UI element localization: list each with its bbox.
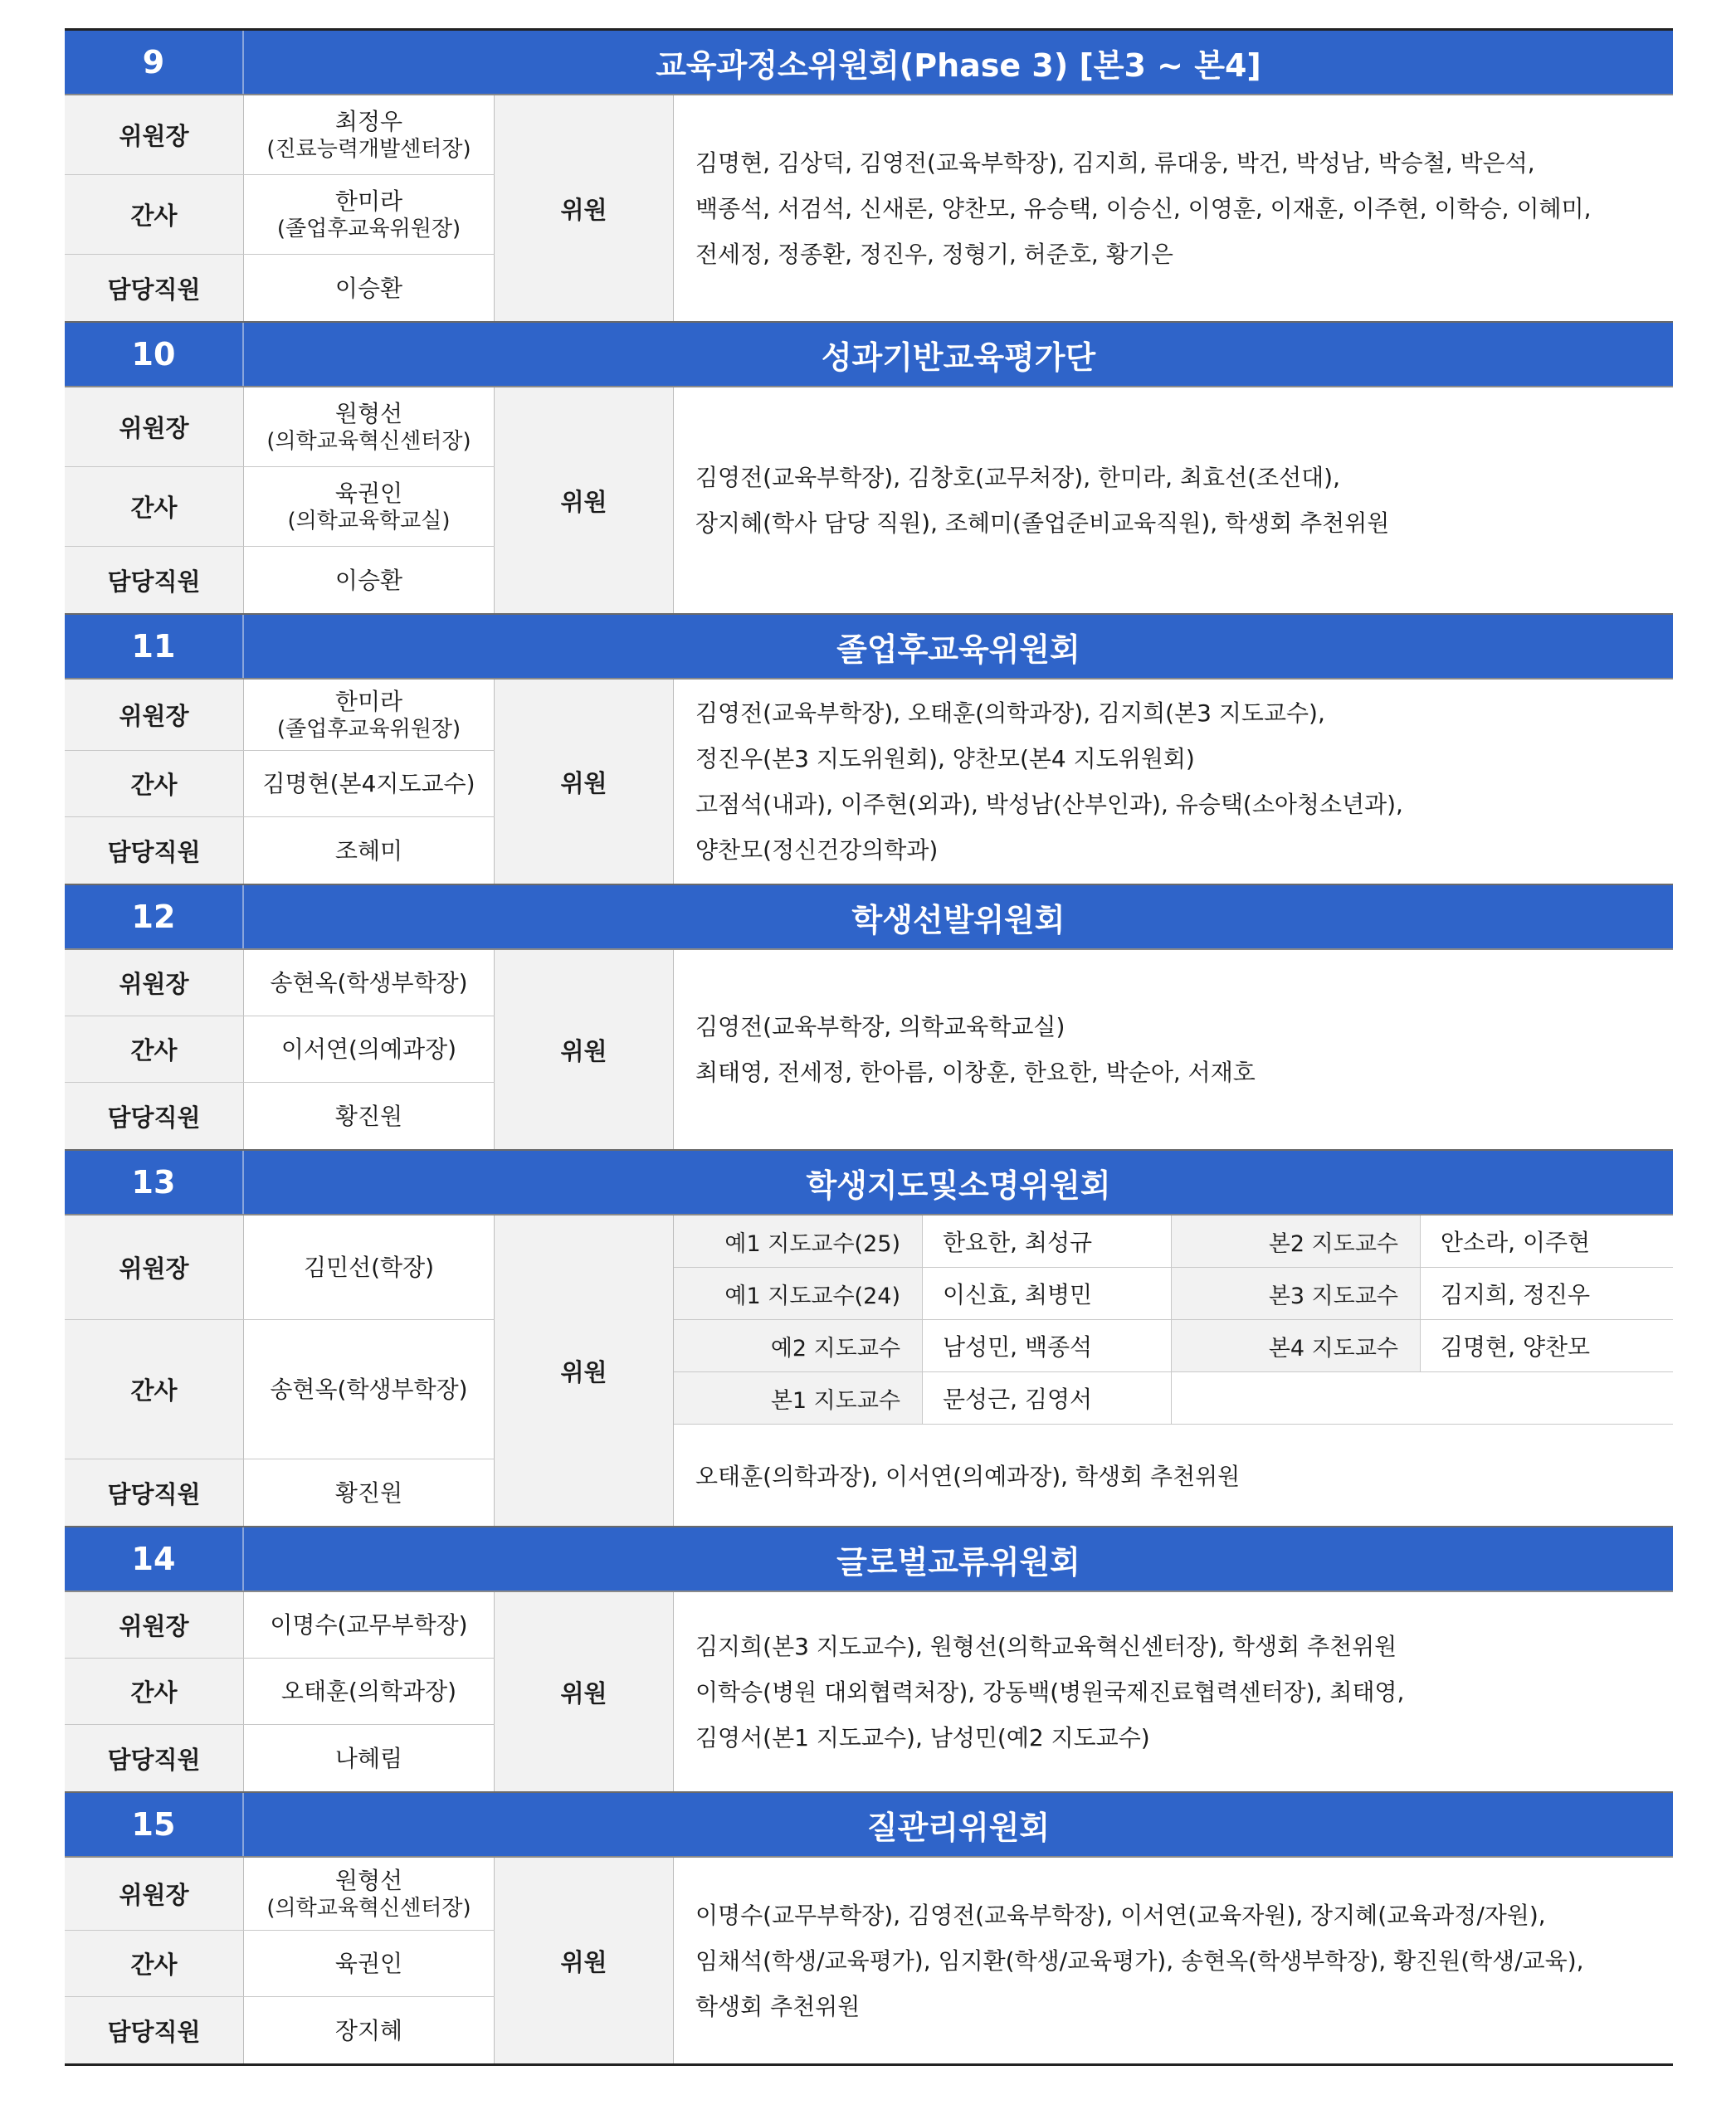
section-10 (65, 323, 1673, 615)
section-body (65, 1215, 1673, 1527)
advisor-names: 남성민, 백종석 (923, 1320, 1172, 1371)
chair-row (65, 950, 495, 1016)
staff-label: 담당직원 (65, 1725, 244, 1791)
advisor-label: 본2 지도교수 (1172, 1215, 1421, 1267)
chair-row (65, 95, 495, 175)
section-number: 10 (65, 323, 244, 386)
chair-value: 송현옥(학생부학장) (244, 950, 495, 1016)
staff-row (65, 1997, 495, 2063)
roles-column (65, 1858, 495, 2063)
staff-row (65, 1459, 495, 1526)
chair-row (65, 1215, 495, 1320)
advisor-row (674, 1215, 1673, 1268)
secretary-label: 간사 (65, 751, 244, 816)
section-13 (65, 1151, 1673, 1527)
secretary-row (65, 1016, 495, 1083)
roles-column (65, 95, 495, 321)
members-label: 위원 (495, 1592, 674, 1791)
members-line: 최태영, 전세정, 한아름, 이창훈, 한요한, 박순아, 서재호 (695, 1059, 1256, 1086)
staff-row (65, 547, 495, 613)
section-body (65, 1592, 1673, 1793)
section-number: 12 (65, 885, 244, 948)
members-label: 위원 (495, 950, 674, 1149)
secretary-label: 간사 (65, 175, 244, 254)
section-title: 학생지도및소명위원회 (806, 1167, 1111, 1204)
staff-row (65, 1725, 495, 1791)
staff-label: 담당직원 (65, 547, 244, 613)
roles-column (65, 950, 495, 1149)
chair-label: 위원장 (65, 950, 244, 1016)
members-line: 양찬모(정신건강의학과) (695, 836, 939, 864)
secretary-title: (졸업후교육위원장) (276, 216, 461, 241)
section-number: 9 (65, 31, 244, 94)
secretary-name: 한미라 (334, 187, 403, 215)
members-label: 위원 (495, 95, 674, 321)
advisor-names: 김지희, 정진우 (1441, 1281, 1591, 1308)
secretary-value: 오태훈(의학과장) (244, 1659, 495, 1724)
members-line: 김영전(교육부학장), 오태훈(의학과장), 김지희(본3 지도교수), (695, 699, 1325, 727)
chair-label: 위원장 (65, 1858, 244, 1930)
section-header (65, 323, 1673, 387)
advisor-names: 안소라, 이주현 (1441, 1229, 1591, 1256)
members-line: 김지희(본3 지도교수), 원형선(의학교육혁신센터장), 학생회 추천위원 (695, 1632, 1397, 1660)
members-line: 전세정, 정종환, 정진우, 정형기, 허준호, 황기은 (695, 240, 1173, 268)
section-number: 14 (65, 1527, 244, 1591)
members-list (674, 1592, 1673, 1791)
advisor-names: 문성근, 김영서 (923, 1372, 1172, 1424)
advisor-row (674, 1320, 1673, 1372)
secretary-row (65, 1659, 495, 1725)
chair-value (244, 95, 495, 174)
section-number: 15 (65, 1793, 244, 1856)
advisor-label: 본1 지도교수 (674, 1372, 923, 1424)
staff-row (65, 255, 495, 321)
advisor-names: 한요한, 최성규 (923, 1215, 1172, 1267)
section-header (65, 1151, 1673, 1215)
section-body (65, 387, 1673, 615)
secretary-label: 간사 (65, 1016, 244, 1082)
section-12 (65, 885, 1673, 1151)
advisor-label: 본4 지도교수 (1172, 1320, 1421, 1371)
section-14 (65, 1527, 1673, 1793)
members-line: 김명현, 김상덕, 김영전(교육부학장), 김지희, 류대웅, 박건, 박성남, 박승철, 박은석, (695, 149, 1535, 177)
roles-column (65, 387, 495, 613)
staff-value: 이승환 (244, 547, 495, 613)
staff-value: 이승환 (244, 255, 495, 321)
members-label: 위원 (495, 1215, 674, 1526)
members-line: 김영전(교육부학장), 김창호(교무처장), 한미라, 최효선(조선대), (695, 464, 1341, 491)
advisor-row (674, 1268, 1673, 1320)
members-list (674, 95, 1673, 321)
members-list (674, 1858, 1673, 2063)
chair-value (244, 680, 495, 750)
secretary-row (65, 1320, 495, 1459)
members-label: 위원 (495, 680, 674, 884)
members-label: 위원 (495, 1858, 674, 2063)
members-line: 김영전(교육부학장, 의학교육학교실) (695, 1013, 1065, 1040)
staff-value: 장지혜 (244, 1997, 495, 2063)
members-line: 임채석(학생/교육평가), 임지환(학생/교육평가), 송현옥(학생부학장), 황진원(학생/교육), (695, 1946, 1584, 1975)
advisor-label: 예1 지도교수(25) (674, 1215, 923, 1267)
staff-row (65, 1083, 495, 1149)
section-header (65, 31, 1673, 95)
staff-value: 황진원 (244, 1083, 495, 1149)
roles-column (65, 1215, 495, 1526)
chair-row (65, 387, 495, 467)
section-header (65, 1793, 1673, 1858)
secretary-value (244, 175, 495, 254)
advisor-row (674, 1372, 1673, 1425)
chair-row (65, 680, 495, 751)
chair-label: 위원장 (65, 387, 244, 466)
chair-value: 김민선(학장) (244, 1215, 495, 1319)
secretary-value: 육권인 (244, 1931, 495, 1996)
chair-title: (졸업후교육위원장) (276, 716, 461, 742)
advisor-names: 이신효, 최병민 (923, 1268, 1172, 1319)
section-11 (65, 615, 1673, 885)
members-list (674, 950, 1673, 1149)
secretary-label: 간사 (65, 1320, 244, 1459)
committee-document (65, 28, 1673, 2066)
members-line: 이명수(교무부학장), 김영전(교육부학장), 이서연(교육자원), 장지혜(교육과정/자원), (695, 1901, 1546, 1929)
staff-value: 나혜림 (244, 1725, 495, 1791)
members-line: 고점석(내과), 이주현(외과), 박성남(산부인과), 유승택(소아청소년과), (695, 791, 1403, 818)
members-line: 학생회 추천위원 (695, 1992, 861, 2020)
roles-column (65, 680, 495, 884)
staff-value: 조혜미 (244, 817, 495, 884)
section-title: 성과기반교육평가단 (821, 339, 1096, 376)
section-title: 교육과정소위원회(Phase 3) [본3 ~ 본4] (656, 46, 1261, 84)
chair-name: 원형선 (334, 1866, 403, 1894)
chair-row (65, 1592, 495, 1659)
staff-value: 황진원 (244, 1459, 495, 1526)
section-body (65, 1858, 1673, 2063)
secretary-value (244, 467, 495, 546)
section-title: 질관리위원회 (866, 1809, 1051, 1846)
section-15 (65, 1793, 1673, 2063)
chair-value (244, 387, 495, 466)
advisor-label: 본3 지도교수 (1172, 1268, 1421, 1319)
staff-row (65, 817, 495, 884)
section-header (65, 885, 1673, 950)
members-list (674, 387, 1673, 613)
chair-title: (진료능력개발센터장) (266, 136, 471, 162)
secretary-title: (의학교육학교실) (287, 508, 451, 533)
chair-label: 위원장 (65, 95, 244, 174)
chair-name: 최정우 (334, 107, 403, 135)
secretary-row (65, 175, 495, 255)
secretary-value: 김명현(본4지도교수) (244, 751, 495, 816)
chair-row (65, 1858, 495, 1931)
chair-label: 위원장 (65, 680, 244, 750)
chair-name: 원형선 (334, 399, 403, 427)
chair-label: 위원장 (65, 1592, 244, 1658)
section-title: 글로벌교류위원회 (836, 1543, 1080, 1581)
section-title: 학생선발위원회 (851, 901, 1065, 938)
secretary-name: 육권인 (334, 479, 403, 507)
roles-column (65, 1592, 495, 1791)
advisor-names: 김명현, 양찬모 (1441, 1333, 1591, 1361)
section-header (65, 1527, 1673, 1592)
members-line: 김영서(본1 지도교수), 남성민(예2 지도교수) (695, 1723, 1150, 1751)
section-number: 11 (65, 615, 244, 678)
advisor-label: 예2 지도교수 (674, 1320, 923, 1371)
chair-label: 위원장 (65, 1215, 244, 1319)
members-line: 백종석, 서검석, 신새론, 양찬모, 유승택, 이승신, 이영훈, 이재훈, 이주현, 이학승, 이혜미, (695, 194, 1592, 222)
members-label: 위원 (495, 387, 674, 613)
section-title: 졸업후교육위원회 (836, 631, 1080, 668)
section-number: 13 (65, 1151, 244, 1214)
chair-title: (의학교육혁신센터장) (266, 428, 471, 454)
secretary-value: 이서연(의예과장) (244, 1016, 495, 1082)
section-body (65, 950, 1673, 1151)
advisor-label: 예1 지도교수(24) (674, 1268, 923, 1319)
secretary-label: 간사 (65, 1659, 244, 1724)
secretary-row (65, 751, 495, 817)
chair-value: 이명수(교무부학장) (244, 1592, 495, 1658)
advisor-grid (674, 1215, 1673, 1526)
members-line: 정진우(본3 지도위원회), 양찬모(본4 지도위원회) (695, 745, 1195, 772)
section-header (65, 615, 1673, 680)
staff-label: 담당직원 (65, 255, 244, 321)
empty-cell (1172, 1372, 1673, 1424)
chair-title: (의학교육혁신센터장) (266, 1895, 471, 1921)
staff-label: 담당직원 (65, 817, 244, 884)
staff-label: 담당직원 (65, 1459, 244, 1526)
chair-name: 한미라 (334, 687, 403, 715)
section-9 (65, 31, 1673, 323)
secretary-label: 간사 (65, 467, 244, 546)
secretary-label: 간사 (65, 1931, 244, 1996)
staff-label: 담당직원 (65, 1083, 244, 1149)
secretary-row (65, 1931, 495, 1997)
secretary-row (65, 467, 495, 547)
members-list (674, 680, 1673, 884)
section-body (65, 680, 1673, 885)
members-line: 장지혜(학사 담당 직원), 조혜미(졸업준비교육직원), 학생회 추천위원 (695, 509, 1390, 537)
staff-label: 담당직원 (65, 1997, 244, 2063)
members-line: 이학승(병원 대외협력처장), 강동백(병원국제진료협력센터장), 최태영, (695, 1678, 1405, 1706)
secretary-value: 송현옥(학생부학장) (244, 1320, 495, 1459)
chair-value (244, 1858, 495, 1930)
members-note: 오태훈(의학과장), 이서연(의예과장), 학생회 추천위원 (695, 1463, 1241, 1490)
section-body (65, 95, 1673, 323)
